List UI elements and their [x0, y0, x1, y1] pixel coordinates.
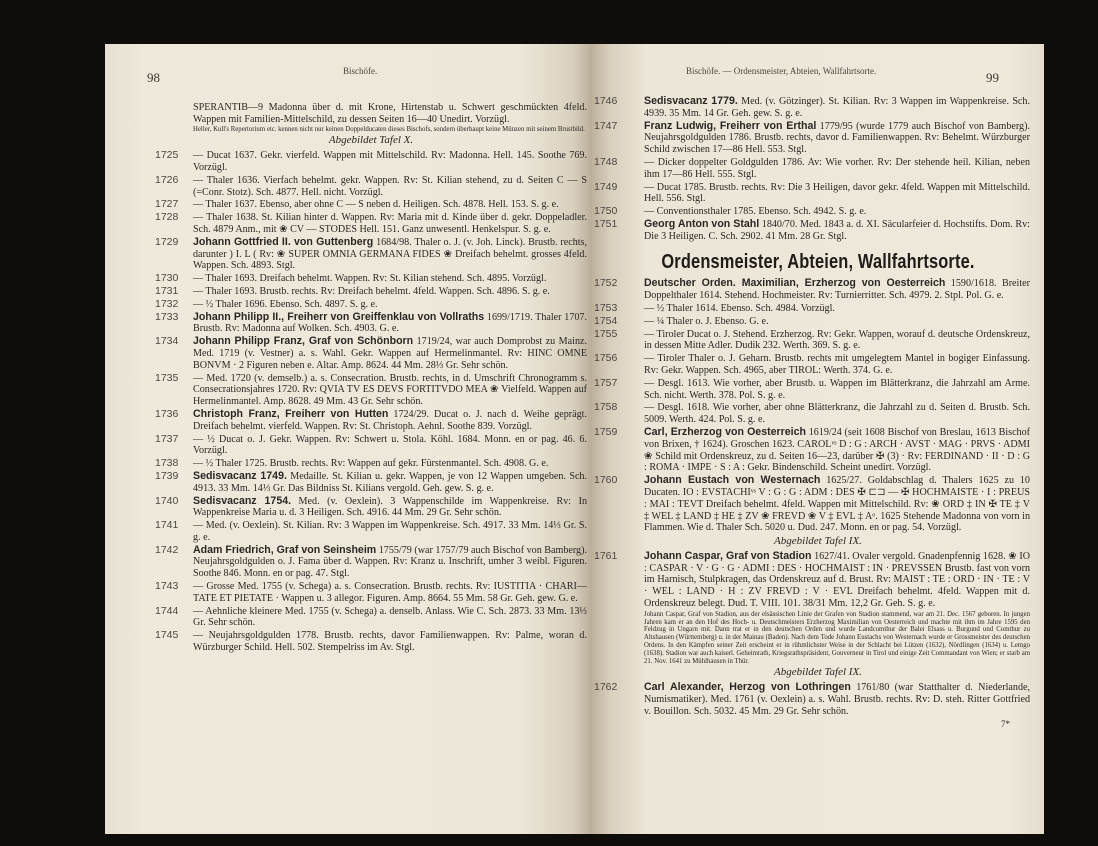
entry-text: — Grosse Med. 1755 (v. Schega) a. s. Consecration. Brustb. rechts. Rv: IUSTITIA · CHARI—TATE ET PIETATE · Wappen u. 3 allegor. Figuren. Amp. 8664. 55 Mm. 58 Gr. Geh. gew. G. e.: [193, 581, 587, 604]
catalog-entry: [594, 180, 1030, 206]
entry-number: 1747: [594, 119, 618, 132]
entry-number: 1757: [594, 376, 618, 389]
catalog-entry: [155, 212, 587, 236]
entry-number: 1738: [155, 457, 179, 470]
entry-number: 1756: [594, 352, 618, 365]
entry-text: — Tiroler Thaler o. J. Geharn. Brustb. rechts mit umgelegtem Mantel in bogiger Einfassung. Rv: Gekr. Wappen. Sch. 4965, aber TIROL: Werth. 374. G. e.: [644, 353, 1030, 376]
entry-number: 1741: [155, 519, 179, 532]
entry-text: — Ducat 1637. Gekr. vierfeld. Wappen mit Mittelschild. Rv: Madonna. Hell. 145. Soothe 769. Vorzügl.: [193, 150, 587, 173]
catalog-entry: [594, 474, 1030, 534]
entry-number: 1725: [155, 149, 179, 162]
entry-number: 1737: [155, 432, 179, 445]
entry-number: 1758: [594, 401, 618, 414]
catalog-entry: [155, 299, 587, 311]
intro-continuation: SPERANTIB—9 Madonna über d. mit Krone, Hirtenstab u. Schwert geschmückten 4feld. Wappen mit Familien-Mittelschild, zu dessen Seiten 16—40 Unedirt. Vorzügl.: [193, 102, 587, 125]
entry-text: — ½ Thaler 1696. Ebenso. Sch. 4897. S. g. e.: [193, 298, 378, 310]
entry-number: 1732: [155, 297, 179, 310]
entry-number: 1761: [594, 549, 618, 562]
entry-text: — Aehnliche kleinere Med. 1755 (v. Schega) a. denselb. Anlass. Wie C. Sch. 2873. 33 Mm. 13⅓ Gr. Sehr schön.: [193, 605, 587, 629]
catalog-entry: [155, 150, 587, 174]
entry-text: 1755/79 (war 1757/79 auch Bischof von Bamberg). Neujahrsgoldgulden o. J. Fama über d. Wappen. Rv: Kranz u. Inschrift, umher 3 weibl. Figuren. Soothe 846. Monn. en or pag. 47. Stgl.: [193, 544, 587, 580]
catalog-entry: [155, 458, 587, 470]
entry-text: 1779/95 (wurde 1779 auch Bischof von Bamberg). Neujahrsgoldgulden 1786. Brustb. rechts, davor d. Familienwappen. Rv: Behelmt. Würzburger Schild zwischen 17—86 Hell. 553. Stgl.: [644, 120, 1030, 156]
entry-number: 1752: [594, 277, 618, 290]
entry-text: — Desgl. 1613. Wie vorher, aber Brustb. u. Wappen im Blätterkranz, die Jahrzahl am Arme. Sch. nicht. Werth. 378. Pol. S. g. e.: [644, 377, 1030, 401]
catalog-entry-1761: [594, 549, 1030, 610]
right-column: [594, 95, 1031, 730]
entry-text: — Thaler 1638. St. Kilian hinter d. Wappen. Rv: Maria mit d. Kinde über d. gekr. Doppeladler. Sch. 4879 Anm., mit ❀ CV — STODES Hell. 151. Ganz unwesentl. Henkelspur. S. g. e.: [193, 212, 587, 235]
catalog-entry: [155, 409, 587, 433]
entry-text: — Dicker doppelter Goldgulden 1786. Av: Wie vorher. Rv: Der stehende heil. Kilian, neben ihm 17—86 Hell. 555. Stgl.: [644, 156, 1030, 180]
plate-caption: Abgebildet Tafel X.: [328, 134, 414, 147]
entry-number: 1729: [155, 235, 179, 248]
entry-text: — Desgl. 1618. Wie vorher, aber ohne Blätterkranz, die Jahrzahl zu d. Seiten d. Brustb. Sch. 5009. Werth. 424. Pol. S. g. e.: [644, 402, 1030, 426]
entry-number: 1733: [155, 310, 179, 323]
entry-heading: Johann Philipp Franz, Graf von Schönborn: [193, 335, 414, 348]
catalog-entry: [155, 471, 587, 495]
entry-text: 1719/24, war auch Domprobst zu Mainz. Med. 1719 (v. Vestner) a. s. Wahl. Gekr. Wappen auf Hermelinmantel. Rv: HINC OMNE BONVM · 2 Figuren neben e. Altar. Amp. 8624. 44 Mm. 28⅓ Gr. Sehr schön.: [193, 336, 587, 371]
entry-heading: Deutscher Orden. Maximilian, Erzherzog von Oesterreich: [644, 277, 946, 290]
entry-heading: Johann Eustach von Westernach: [644, 474, 821, 487]
catalog-entry: [594, 314, 1030, 328]
left-running-head: Bischöfe.: [343, 66, 378, 76]
left-column: [155, 102, 587, 655]
entry-number: 1749: [594, 180, 618, 193]
left-page-number: 98: [147, 70, 160, 85]
entry-number: 1731: [155, 284, 179, 297]
entry-number: 1746: [594, 95, 618, 107]
catalog-entry: [155, 373, 587, 408]
right-entry-list-b: [594, 277, 1031, 534]
entry-text: Med. (v. Götzinger). St. Kilian. Rv: 3 Wappen im Wappenkreise. Sch. 4939. 35 Mm. 14 Gr. Geh. gew. S. g. e.: [644, 96, 1030, 119]
catalog-entry: [594, 205, 1030, 218]
entry-number: 1736: [155, 407, 179, 420]
entry-heading: Johann Philipp II., Freiherr von Greiffenklau von Vollraths: [193, 310, 485, 323]
catalog-entry: [155, 286, 587, 298]
intro-footnote: Heller, Kull's Repertorium etc. kennen nicht nur keinen Doppelducaten dieses Bischofs, sondern überhaupt keine Münzen mit seinem Brustbild.: [193, 125, 585, 133]
entry-text: 1590/1618. Breiter Doppelthaler 1614. Stehend. Hochmeister. Rv: Turnierritter. Sch. 4979. 2. Stpl. Pol. G. e.: [644, 278, 1030, 302]
entry-text: 1840/70. Med. 1843 a. d. XI. Säcularfeier d. Hochstifts. Dom. Rv: Die 3 Heiligen. C. Sch. 2902. 41 Mm. 28 Gr. Stgl.: [644, 218, 1030, 242]
entry-text: 1699/1719. Thaler 1707. Brustb. Rv: Madonna auf Wolken. Sch. 4903. G. e.: [193, 311, 587, 335]
entry-heading: Christoph Franz, Freiherr von Hutten: [193, 407, 389, 420]
catalog-entry: [594, 327, 1030, 353]
right-running-head: Bischöfe. — Ordensmeister, Abteien, Wallfahrtsorte.: [686, 66, 877, 76]
entry-text: — ½ Thaler 1725. Brustb. rechts. Rv: Wappen auf gekr. Fürstenmantel. Sch. 4908. G. e.: [193, 458, 549, 470]
entry-text: 1684/98. Thaler o. J. (v. Joh. Linck). Brustb. rechts, darunter ) I. L ( Rv: ❀ SUPER OMNIA GERMANA FIDES ❀ Dreifach behelmt. grosses 4feld. Wappen. Sch. 4893. Stgl.: [193, 236, 587, 272]
entry-text: 1625/27. Goldabschlag d. Thalers 1625 zu 10 Ducaten. IO : EVSTACHIᵛˢ V : G : G : ADM : DES ✠ ⊏⊐ — ✠ HOCHMAISTE · I : PREUS : MAI : TEVT Dreifach behelmt. 4feld. Wappen mit Mittelschild. Rv: ❀ ORD ‡ IN ✠ TE ‡ V ‡ WEL ‡ LAND ‡ HE ‡ ZV ❀ FREVD ❀ V ‡ EVL ‡ Aᵒ. 1625 Stehende Madonna von vorn in Flammen. Wie d. Thaler Sch. 5020 u. Dud. 247. Monn. en or pag. 54. Vorzügl.: [644, 475, 1030, 534]
catalog-entry: [594, 277, 1030, 302]
catalog-entry: [594, 155, 1030, 181]
entry-number: 1735: [155, 371, 179, 384]
catalog-entry: [594, 301, 1030, 315]
entry-text: 1627/41. Ovaler vergold. Gnadenpfennig 1628. ❀ IO : CASPAR · V · G · G · ADMI : DES · HOCHMAIST : IN · PREVSSEN Brustb. fast von vorn im Harnisch, Stulpkragen, das Ordenskreuz auf d. Brust. Rv: MAIST : TE : ORD · IN · TE : V · WEL : LAND · H : ZV FREVD : V · EVL Dreifach behelmt. 4feld. Wappen mit d. Ordenskreuz belegt. Dud. T. VIII. 101. 38/31 Mm. 12,2 Gr. Geh. S. g. e.: [644, 550, 1030, 610]
entry-heading: Sedisvacanz 1749.: [193, 469, 287, 482]
catalog-entry: [155, 199, 587, 211]
entry-text: 1724/29. Ducat o. J. nach d. Weihe geprägt. Dreifach behelmt. vierfeld. Wappen. Rv: St. Christoph. Aehnl. Soothe 839. Vorzügl.: [193, 408, 587, 432]
entry-text: 1619/24 (seit 1608 Bischof von Breslau, 1613 Bischof von Brixen, † 1624). Groschen 1623. CAROLᵛˢ D : G : ARCH · AVST · MAG · PRVS · ADMI ❀ Schild mit Ordenskreuz, zu d. Seiten 16—23, darüber ✠ (3) · Rv: FERDINAND · II · D : G : ROMA · IMPE · S : A : Gekr. Bindenschild. Scheint unedirt. Vorzügl.: [644, 426, 1031, 474]
entry-number: 1750: [594, 205, 618, 218]
entry-number: 1755: [594, 327, 618, 340]
right-entry-list-a: [594, 95, 1030, 243]
section-title: Ordensmeister, Abteien, Wallfahrtsorte.: [661, 250, 975, 273]
catalog-entry: [594, 119, 1030, 156]
entry-number: 1748: [594, 155, 618, 168]
plate-caption-1760: Abgebildet Tafel IX.: [774, 535, 862, 548]
entry-text: — Conventionsthaler 1785. Ebenso. Sch. 4942. S. g. e.: [644, 206, 867, 218]
catalog-entry: [155, 434, 587, 458]
entry-text: — Thaler 1636. Vierfach behelmt. gekr. Wappen. Rv: St. Kilian stehend, zu d. Seiten C — S (=Conr. Stotz). Sch. 4877. Hell. nicht. Vorzügl.: [193, 174, 587, 198]
entry-text: — Med. 1720 (v. demselb.) a. s. Consecration. Brustb. rechts, in d. Umschrift Chronogramm s. Consecrationsjahres 1720. Rv: QVIA TV ES DEVS FORTITVDO MEA ❀ Vielfeld. Wappen auf Hermelinmantel. Amp. 8628. 49 Mm. 43 Gr. Sehr schön.: [193, 372, 587, 408]
entry-text: 1761/80 (war Statthalter d. Niederlande, Numismatiker). Med. 1761 (v. Oexlein) a. s. Wahl. Brustb. rechts. Rv: D. steh. Ritter Gottfried v. Bouillon. Sch. 5032. 45 Mm. 29 Gr. Sehr schön.: [644, 682, 1030, 717]
entry-number: 1760: [594, 474, 618, 487]
entry-heading: Georg Anton von Stahl: [644, 217, 760, 230]
entry-number: 1759: [594, 425, 618, 438]
entry-text: — Thaler 1693. Dreifach behelmt. Wappen. Rv: St. Kilian stehend. Sch. 4895. Vorzügl.: [193, 273, 547, 285]
entry-text: Med. (v. Oexlein). 3 Wappenschilde im Wappenkreise. Rv: In Wappenkreise Maria u. d. 3 Heiligen. Sch. 4916. 44 Mm. 29 Gr. Sehr schön.: [193, 495, 587, 519]
plate-caption-1761: Abgebildet Tafel IX.: [774, 666, 862, 679]
entry-number: 1754: [594, 314, 618, 327]
biographical-note: Johann Caspar, Graf von Stadion, aus der elsässischen Linie der Grafen von Stadion stammend, war am 21. Dec. 1567 geboren. In jungen Jahren kam er an den Hof des Hoch- u. Deutschmeisters Erzherzog Maximilian von Oesterreich und machte mit ihm im Jahre 1595 den Feldzug in Ungarn mit. Dann trat er in den deutschen Orden und wurde Landcomthur der Balei Elsass u. Burgund und Comthur zu Altshausen (Württemberg) u. in der Mainau (Baden). Nach dem Tode Johann Eustachs von Westernach wurde er Grossmeister des deutschen Ordens. In den Kämpfen seiner Zeit erscheint er in rühmlichster Weise in der Schlacht bei Lützen (1632), Nördlingen (1634) u. Lemgo (1638). Stadion war auch kaiserl. Geheimrath, Kriegsrathspräsident, Gouverneur in Tirol und einige Zeit Commandant von Wien; er starb am 21. Nov. 1641 zu Mühlhausen in Thür.: [644, 610, 1030, 665]
entry-text: — ½ Thaler 1614. Ebenso. Sch. 4984. Vorzügl.: [644, 302, 835, 314]
right-page-number: 99: [986, 70, 999, 85]
catalog-entry: [155, 496, 587, 520]
entry-number: 1743: [155, 580, 179, 593]
catalog-entry: [155, 545, 587, 580]
entry-text: Medaille. St. Kilian u. gekr. Wappen, je von 12 Wappen umgeben. Sch. 4913. 33 Mm. 14⅓ Gr. Das Bildniss St. Kilians vergold. Geh. gew. S. g. e.: [193, 470, 588, 494]
catalog-entry: [594, 352, 1030, 377]
catalog-entry-1762: [594, 681, 1030, 717]
entry-heading: Johann Caspar, Graf von Stadion: [644, 549, 812, 562]
entry-number: 1727: [155, 198, 179, 211]
catalog-entry: [155, 175, 587, 199]
entry-heading: Carl, Erzherzog von Oesterreich: [644, 425, 806, 438]
entry-text: — Tiroler Ducat o. J. Stehend. Erzherzog. Rv: Gekr. Wappen, worauf d. deutsche Ordenskreuz, in dessen Mitte Adler. Dudik 232. Werth. 369. S. g. e.: [644, 328, 1030, 352]
catalog-entry: [155, 273, 587, 285]
catalog-entry: [155, 630, 587, 654]
left-page: [105, 44, 592, 834]
entry-number: 1734: [155, 335, 179, 348]
entry-text: — Thaler 1693. Brustb. rechts. Rv: Dreifach behelmt. 4feld. Wappen. Sch. 4896. S. g. e.: [193, 285, 550, 297]
catalog-entry: [155, 237, 587, 272]
catalog-entry: [594, 95, 1030, 120]
entry-number: 1744: [155, 604, 179, 617]
entry-heading: Johann Gottfried II. von Guttenberg: [193, 235, 374, 248]
entry-text: — Ducat 1785. Brustb. rechts. Rv: Die 3 Heiligen, davor gekr. 4feld. Wappen mit Mittelschild. Hell. 556. Stgl.: [644, 181, 1030, 205]
left-entry-list: [155, 150, 587, 654]
catalog-entry: [594, 376, 1030, 402]
entry-heading: Sedisvacanz 1779.: [644, 95, 738, 107]
right-page: [592, 44, 1044, 834]
entry-heading: Franz Ludwig, Freiherr von Erthal: [644, 119, 817, 132]
catalog-entry: [155, 336, 587, 371]
catalog-entry: [155, 606, 587, 630]
entry-number: 1751: [594, 217, 618, 230]
catalog-entry: [594, 425, 1031, 474]
entry-number: 1742: [155, 543, 179, 556]
catalog-entry: [594, 217, 1030, 243]
signature-mark: 7*: [1001, 718, 1010, 729]
entry-heading: Sedisvacanz 1754.: [193, 494, 292, 507]
entry-number: 1740: [155, 494, 179, 507]
entry-number: 1762: [594, 681, 618, 694]
entry-text: — Thaler 1637. Ebenso, aber ohne C — S neben d. Heiligen. Sch. 4878. Hell. 153. S. g. e.: [193, 199, 559, 211]
entry-text: — ½ Ducat o. J. Gekr. Wappen. Rv: Schwert u. Stola. Köhl. 1684. Monn. en or pag. 46. 6. Vorzügl.: [193, 433, 587, 457]
entry-number: 1753: [594, 301, 618, 314]
entry-number: 1730: [155, 272, 179, 285]
entry-number: 1728: [155, 211, 179, 224]
entry-number: 1745: [155, 629, 179, 642]
entry-number: 1739: [155, 469, 179, 482]
entry-number: 1726: [155, 173, 179, 186]
catalog-entry: [155, 581, 587, 605]
catalog-entry: [594, 401, 1030, 426]
entry-heading: Carl Alexander, Herzog von Lothringen: [644, 681, 851, 694]
entry-text: — ¼ Thaler o. J. Ebenso. G. e.: [644, 315, 769, 327]
catalog-entry: [155, 312, 587, 336]
catalog-entry: [155, 520, 587, 544]
entry-heading: Adam Friedrich, Graf von Seinsheim: [193, 543, 377, 556]
entry-text: — Med. (v. Oexlein). St. Kilian. Rv: 3 Wappen im Wappenkreise. Sch. 4917. 33 Mm. 14⅓ Gr. S. g. e.: [193, 520, 587, 543]
entry-text: — Neujahrsgoldgulden 1778. Brustb. rechts, davor Familienwappen. Rv: Palme, woran d. Würzburger Schild. Hell. 502. Stempelriss im Av. Stgl.: [193, 630, 587, 654]
